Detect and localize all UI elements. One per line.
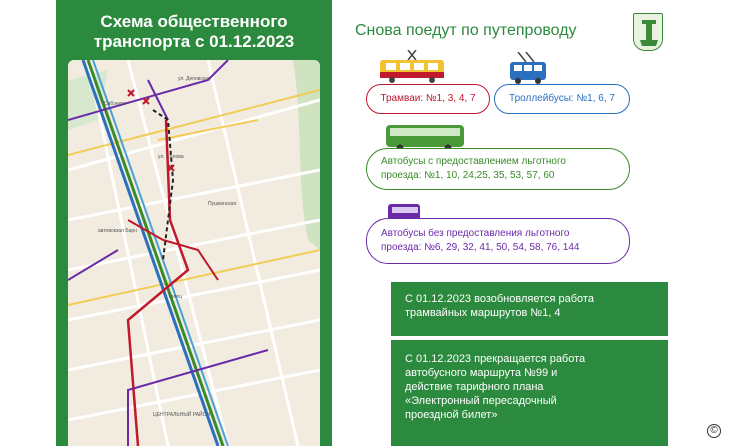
trolleybus-routes-label: Троллейбусы: №1, 6, 7 [494,84,630,114]
city-emblem-icon [633,13,663,51]
bus-stop-notice [391,340,668,446]
map-label-j: Телец [168,294,182,300]
map-title [56,12,332,52]
map-label-i: автовокзал Барн [98,228,137,234]
tram-routes-label: Трамваи: №1, 3, 4, 7 [366,84,490,114]
map-label-a: Сибэнерг [104,101,126,107]
map-label-k: ЦЕНТРАЛЬНЫЙ РАЙОН [153,412,211,418]
left-panel [56,0,332,446]
map-title-line-1: Схема общественного [100,12,288,31]
notice2-line-5: проездной билет» [405,409,498,421]
copyright-mark: © [707,424,721,438]
notice2-line-2: автобусного маршрута №99 и [405,367,558,379]
bus-nonprivileged-line-2: проезда: №6, 29, 32, 41, 50, 54, 58, 76, 144 [381,242,580,253]
notice1-line-2: трамвайных маршрутов №1, 4 [405,307,561,319]
notice2-line-1: С 01.12.2023 прекращается работа [405,353,586,365]
transport-map[interactable] [68,60,320,446]
map-graphic [68,60,320,446]
right-title: Снова поедут по путепроводу [355,22,577,39]
map-label-g: Пушкинская [208,201,237,207]
bus-nonprivileged-routes-label [366,218,630,264]
map-label-c: ул. Деповская [178,76,211,82]
notice2-line-4: «Электронный пересадочный [405,395,557,407]
bus-privileged-line-2: проезда: №1, 10, 24,25, 35, 53, 57, 60 [381,170,555,181]
bus-nonprivileged-line-1: Автобусы без предоставления льготного [381,228,570,239]
bus-privileged-routes-label [366,148,630,190]
tram-icon [378,50,446,84]
map-title-line-2: транспорта с 01.12.2023 [93,32,295,51]
bus-privileged-line-1: Автобусы с предоставлением льготного [381,156,566,167]
notice1-line-1: С 01.12.2023 возобновляется работа [405,293,594,305]
trolleybus-icon [506,52,550,86]
map-label-f: ул. Салова [158,154,184,160]
tram-resume-notice [391,282,668,336]
notice2-line-3: действие тарифного плана [405,381,544,393]
